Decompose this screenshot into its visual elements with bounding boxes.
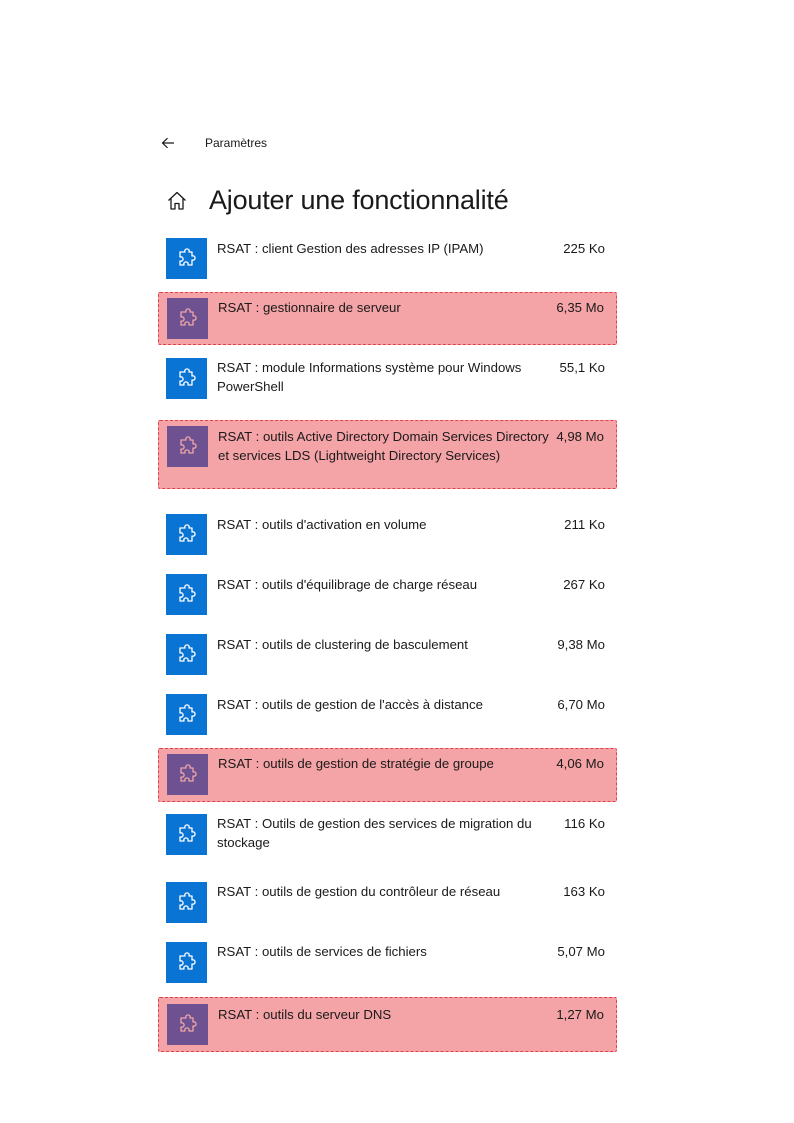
puzzle-icon xyxy=(175,762,201,788)
feature-item[interactable] xyxy=(158,420,617,489)
feature-name: RSAT : outils Active Directory Domain Services Directory et services LDS (Lightweight Directory Services) xyxy=(218,429,549,463)
feature-name: RSAT : outils du serveur DNS xyxy=(218,1007,392,1022)
feature-size: 163 Ko xyxy=(563,884,605,899)
feature-tile xyxy=(166,882,207,923)
app-title: Paramètres xyxy=(205,136,268,150)
puzzle-icon xyxy=(175,1012,201,1038)
feature-size: 267 Ko xyxy=(563,577,605,592)
feature-tile xyxy=(167,298,208,339)
puzzle-icon xyxy=(174,582,200,608)
feature-size: 225 Ko xyxy=(563,241,605,256)
feature-name: RSAT : outils de services de fichiers xyxy=(217,944,427,959)
feature-tile xyxy=(166,814,207,855)
feature-size: 55,1 Ko xyxy=(559,360,605,375)
feature-tile xyxy=(167,754,208,795)
feature-name: RSAT : outils de gestion de stratégie de groupe xyxy=(218,756,494,771)
feature-size: 116 Ko xyxy=(564,816,605,831)
feature-item[interactable] xyxy=(158,352,617,410)
feature-item[interactable] xyxy=(158,292,617,345)
feature-size: 211 Ko xyxy=(564,517,605,532)
arrow-left-icon xyxy=(161,137,175,149)
feature-tile xyxy=(166,574,207,615)
feature-item[interactable] xyxy=(158,997,617,1052)
puzzle-icon xyxy=(174,246,200,272)
feature-name: RSAT : outils d'activation en volume xyxy=(217,517,427,532)
home-button[interactable] xyxy=(165,188,189,212)
feature-name: RSAT : outils de gestion de l'accès à distance xyxy=(217,697,483,712)
feature-tile xyxy=(166,514,207,555)
puzzle-icon xyxy=(174,642,200,668)
puzzle-icon xyxy=(175,306,201,332)
feature-item[interactable] xyxy=(158,232,617,284)
feature-size: 6,70 Mo xyxy=(557,697,605,712)
feature-size: 5,07 Mo xyxy=(557,944,605,959)
feature-item[interactable] xyxy=(158,748,617,802)
feature-size: 4,06 Mo xyxy=(556,756,604,771)
puzzle-icon xyxy=(174,702,200,728)
puzzle-icon xyxy=(174,522,200,548)
title-bar xyxy=(158,132,268,154)
feature-tile xyxy=(166,942,207,983)
feature-item[interactable] xyxy=(158,688,617,740)
feature-item[interactable] xyxy=(158,628,617,680)
feature-item[interactable] xyxy=(158,938,617,990)
page-title: Ajouter une fonctionnalité xyxy=(209,184,509,215)
feature-name: RSAT : outils de gestion du contrôleur de réseau xyxy=(217,884,501,899)
feature-tile xyxy=(166,358,207,399)
feature-size: 9,38 Mo xyxy=(557,637,605,652)
puzzle-icon xyxy=(175,434,201,460)
puzzle-icon xyxy=(174,366,200,392)
page-header xyxy=(165,180,509,220)
feature-item[interactable] xyxy=(158,568,617,620)
feature-tile xyxy=(166,634,207,675)
puzzle-icon xyxy=(174,890,200,916)
puzzle-icon xyxy=(174,950,200,976)
feature-name: RSAT : module Informations système pour Windows PowerShell xyxy=(217,360,522,394)
feature-name: RSAT : gestionnaire de serveur xyxy=(218,300,401,315)
home-icon xyxy=(167,191,187,210)
feature-tile xyxy=(167,426,208,467)
feature-name: RSAT : Outils de gestion des services de migration du stockage xyxy=(217,816,532,850)
puzzle-icon xyxy=(174,822,200,848)
feature-size: 4,98 Mo xyxy=(556,429,604,444)
feature-name: RSAT : client Gestion des adresses IP (IPAM) xyxy=(217,241,484,256)
feature-name: RSAT : outils de clustering de basculement xyxy=(217,637,468,652)
feature-item[interactable] xyxy=(158,878,617,930)
feature-list xyxy=(158,230,618,1060)
feature-item[interactable] xyxy=(158,810,617,868)
feature-size: 6,35 Mo xyxy=(556,300,604,315)
feature-tile xyxy=(167,1004,208,1045)
feature-size: 1,27 Mo xyxy=(556,1007,604,1022)
feature-tile xyxy=(166,694,207,735)
feature-name: RSAT : outils d'équilibrage de charge réseau xyxy=(217,577,478,592)
feature-item[interactable] xyxy=(158,508,617,560)
feature-tile xyxy=(166,238,207,279)
back-button[interactable] xyxy=(158,133,178,153)
